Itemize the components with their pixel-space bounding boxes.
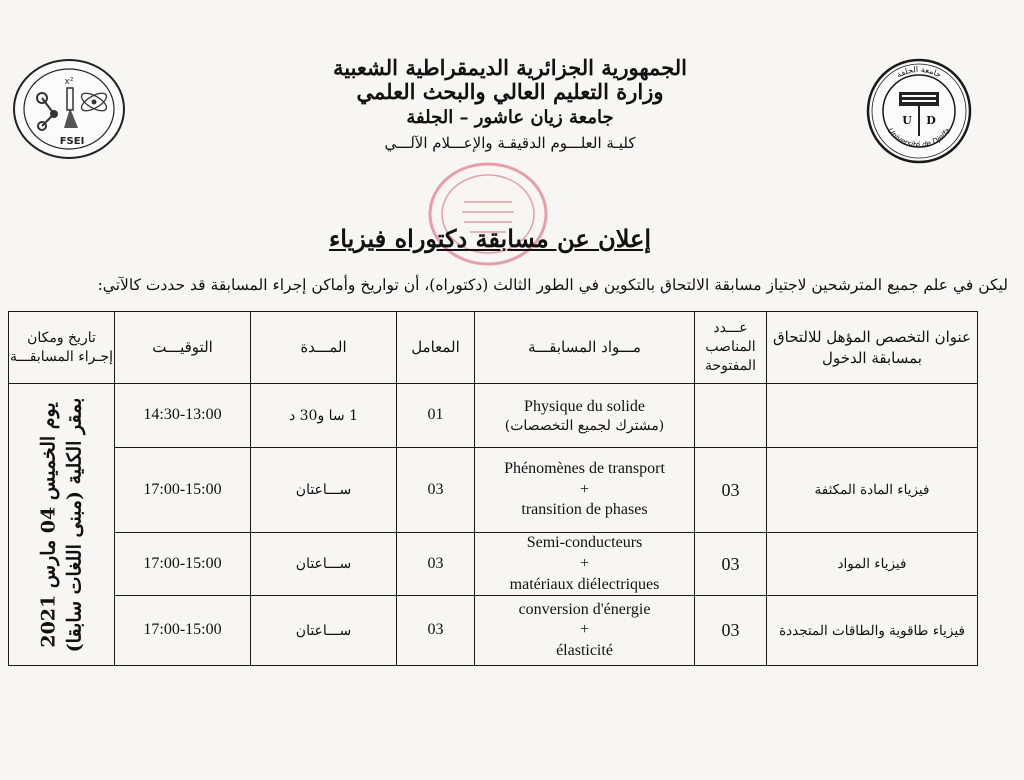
specialty-cell: فيزياء طاقوية والطاقات المتجددة — [767, 596, 978, 666]
table-header-row — [9, 312, 978, 384]
subject-plus: + — [579, 621, 590, 639]
date-place-cell — [9, 384, 115, 666]
header-coefficient: المعامل — [397, 312, 475, 384]
subject-line: Physique du solide — [524, 398, 645, 416]
university-logo — [866, 58, 972, 164]
positions-cell — [695, 384, 767, 448]
exam-schedule-table — [8, 311, 978, 666]
subject-line: transition de phases — [521, 501, 648, 519]
subject-line: Phénomènes de transport — [504, 459, 665, 477]
duration-cell: 1 سا و30 د — [251, 384, 397, 448]
header-positions: عـــدد المناصب المفتوحة — [695, 312, 767, 384]
time-cell: 17:00-15:00 — [115, 596, 251, 666]
table-row — [9, 596, 978, 666]
subject-cell — [475, 448, 695, 533]
subject-cell — [475, 596, 695, 666]
header-specialty: عنوان التخصص المؤهل للالتحاق بمسابقة الدخول — [767, 312, 978, 384]
header-subjects: مـــواد المسابقـــة — [475, 312, 695, 384]
university-logo-letter-d: D — [926, 114, 936, 127]
specialty-cell: فيزياء المادة المكثفة — [767, 448, 978, 533]
subject-cell — [475, 533, 695, 596]
ministry-line: وزارة التعليم العالي والبحث العلمي — [356, 79, 664, 105]
positions-cell: 03 — [695, 533, 767, 596]
subject-note: (مشترك لجميع التخصصات) — [504, 417, 665, 434]
time-cell: 17:00-15:00 — [115, 533, 251, 596]
university-logo-bottom-text: Université de Djelfa — [885, 126, 953, 150]
positions-cell: 03 — [695, 596, 767, 666]
faculty-logo-label: FSEI — [59, 136, 85, 147]
svg-text:x²: x² — [64, 77, 74, 87]
subject-plus: + — [579, 480, 590, 498]
university-line: جامعة زيان عاشور – الجلفة — [406, 107, 614, 129]
republic-line: الجمهورية الجزائرية الديمقراطية الشعبية — [332, 55, 687, 80]
header-duration: المـــدة — [251, 312, 397, 384]
header-date-place: تاريخ ومكان إجـراء المسابقـــة — [9, 312, 115, 384]
faculty-line: كليـة العلـــوم الدقيقـة والإعـــلام الآلـــي — [384, 133, 636, 152]
subject-plus: + — [579, 554, 590, 572]
university-logo-letter-u: U — [902, 114, 912, 127]
duration-cell: ســـاعتان — [251, 448, 397, 533]
exam-place: بمقر الكلية (مبنى اللغات سابقا) — [62, 397, 85, 653]
table-row — [9, 384, 978, 448]
specialty-cell: فيزياء المواد — [767, 533, 978, 596]
coefficient-cell: 03 — [397, 596, 475, 666]
coefficient-cell: 03 — [397, 533, 475, 596]
exam-date: يوم الخميس 04 مارس 2021 — [36, 402, 59, 648]
duration-cell: ســـاعتان — [251, 533, 397, 596]
ministry-header — [230, 56, 790, 152]
duration-cell: ســـاعتان — [251, 596, 397, 666]
table-row — [9, 448, 978, 533]
coefficient-cell: 01 — [397, 384, 475, 448]
announcement-title: إعلان عن مسابقة دكتوراه فيزياء — [328, 224, 652, 253]
coefficient-cell: 03 — [397, 448, 475, 533]
university-logo-top-text: جامعة الجلفة — [895, 64, 943, 80]
positions-cell: 03 — [695, 448, 767, 533]
subject-line: élasticité — [556, 642, 613, 660]
specialty-cell — [767, 384, 978, 448]
time-cell: 14:30-13:00 — [115, 384, 251, 448]
faculty-logo — [12, 58, 126, 160]
table-row — [9, 533, 978, 596]
subject-line: matériaux diélectriques — [509, 575, 660, 593]
intro-paragraph: ليكن في علم جميع المترشحين لاجتياز مسابقة الالتحاق بالتكوين في الطور الثالث (دكتوراه)، أن تواريخ وأماكن إجراء المسابقة قد حددت كالآتي: — [97, 276, 1008, 294]
subject-cell — [475, 384, 695, 448]
time-cell: 17:00-15:00 — [115, 448, 251, 533]
subject-line: Semi-conducteurs — [526, 534, 643, 551]
header-time: التوقيـــت — [115, 312, 251, 384]
subject-line: conversion d'énergie — [518, 600, 651, 618]
